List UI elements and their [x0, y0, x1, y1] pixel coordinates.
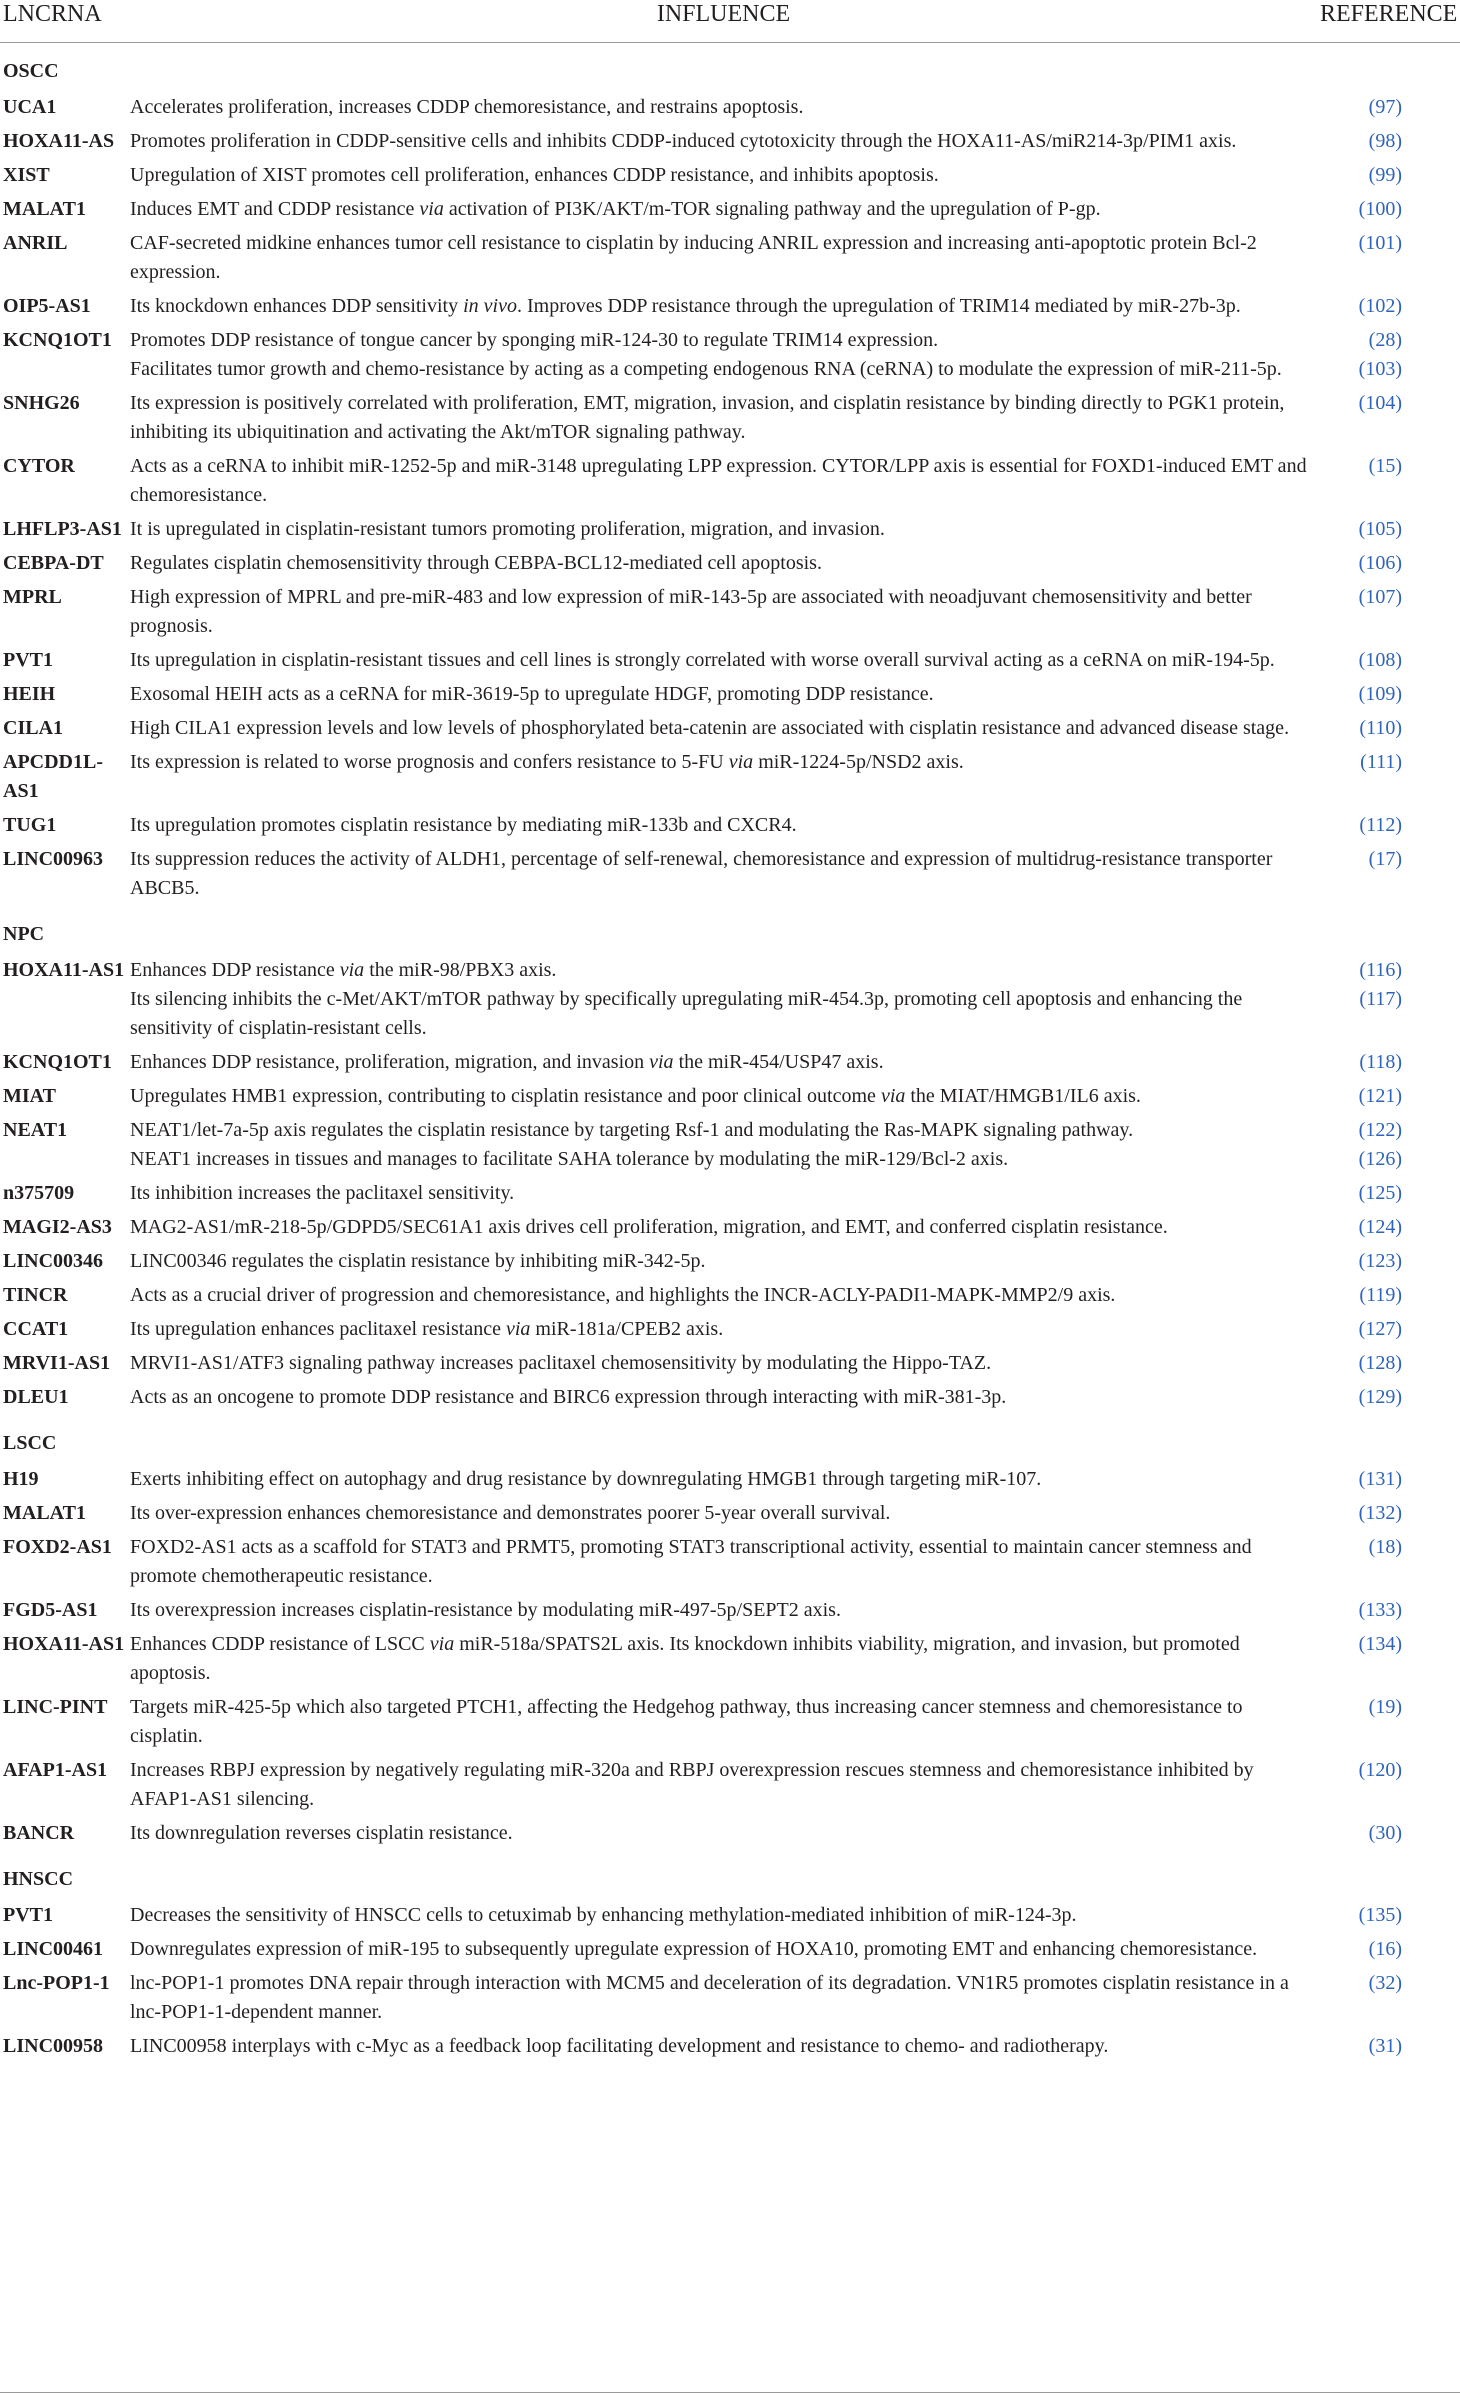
- reference-link[interactable]: (133): [1358, 1599, 1402, 1621]
- influence-cell: [127, 1310, 1320, 1344]
- influence-cell: [127, 1964, 1320, 2027]
- influence-text: Regulates cisplatin chemosensitivity through CEBPA-BCL12-mediated cell apoptosis.: [130, 552, 822, 574]
- reference-cell: [1320, 224, 1460, 287]
- lncrna-name: CEBPA-DT: [3, 552, 104, 574]
- influence-text: Promotes proliferation in CDDP-sensitive cells and inhibits CDDP-induced cytotoxicity through the HOXA11-AS/miR214-3p/PIM1 axis.: [130, 130, 1237, 152]
- reference-cell: [1320, 1310, 1460, 1344]
- table-row: [0, 1528, 1460, 1591]
- reference-link[interactable]: (125): [1358, 1182, 1402, 1204]
- influence-text: Increases RBPJ expression by negatively regulating miR-320a and RBPJ overexpression rescues stemness and chemoresistance inhibited by AFAP1-AS1 silencing.: [130, 1759, 1254, 1810]
- lncrna-name: n375709: [3, 1182, 75, 1204]
- influence-cell: [127, 2027, 1320, 2061]
- reference-link[interactable]: (104): [1358, 392, 1402, 414]
- reference-link[interactable]: (107): [1358, 586, 1402, 608]
- reference-cell: [1320, 1591, 1460, 1625]
- influence-cell: [127, 951, 1320, 1043]
- reference-link[interactable]: (111): [1360, 751, 1402, 773]
- influence-text: Its overexpression increases cisplatin-resistance by modulating miR-497-5p/SEPT2 axis.: [130, 1599, 841, 1621]
- reference-link[interactable]: (119): [1359, 1284, 1402, 1306]
- lncrna-name: SNHG26: [3, 392, 80, 414]
- influence-cell: [127, 840, 1320, 903]
- lncrna-name: KCNQ1OT1: [3, 329, 112, 351]
- lncrna-name: HOXA11-AS1: [3, 1633, 125, 1655]
- table-row: [0, 122, 1460, 156]
- reference-link[interactable]: (134): [1358, 1633, 1402, 1655]
- reference-cell: [1320, 1043, 1460, 1077]
- reference-cell: [1320, 840, 1460, 903]
- lncrna-name: NEAT1: [3, 1119, 68, 1141]
- section-row: [0, 1848, 1460, 1896]
- influence-text: Its expression is positively correlated with proliferation, EMT, migration, invasion, and cisplatin resistance by binding directly to PGK1 protein, inhibiting its ubiquitination and activating the Akt/mTOR signaling pathway.: [130, 392, 1285, 443]
- reference-cell: [1320, 1276, 1460, 1310]
- reference-link[interactable]: (120): [1358, 1759, 1402, 1781]
- reference-link[interactable]: (31): [1368, 2035, 1402, 2057]
- table-row: [0, 1625, 1460, 1688]
- reference-link[interactable]: (123): [1358, 1250, 1402, 1272]
- influence-cell: [127, 1344, 1320, 1378]
- lncrna-name: CYTOR: [3, 455, 75, 477]
- influence-cell: [127, 1751, 1320, 1814]
- reference-cell: [1320, 1378, 1460, 1412]
- lncrna-name: LHFLP3-AS1: [3, 518, 122, 540]
- table-row: [0, 1688, 1460, 1751]
- reference-cell: [1320, 2027, 1460, 2061]
- section-row: [0, 43, 1460, 89]
- header-reference: REFERENCE: [1320, 0, 1460, 43]
- reference-link[interactable]: (129): [1358, 1386, 1402, 1408]
- reference-cell: [1320, 1208, 1460, 1242]
- reference-link[interactable]: (117): [1359, 988, 1402, 1010]
- influence-text: Enhances DDP resistance via the miR-98/PBX3 axis.: [130, 959, 557, 981]
- table-row: [0, 709, 1460, 743]
- influence-text: Facilitates tumor growth and chemo-resistance by acting as a competing endogenous RNA (ceRNA) to modulate the expression of miR-211-5p.: [130, 358, 1282, 380]
- influence-cell: [127, 1930, 1320, 1964]
- table-row: [0, 641, 1460, 675]
- table-row: [0, 510, 1460, 544]
- reference-link[interactable]: (108): [1358, 649, 1402, 671]
- influence-text: Its downregulation reverses cisplatin resistance.: [130, 1822, 513, 1844]
- influence-text: Decreases the sensitivity of HNSCC cells to cetuximab by enhancing methylation-mediated inhibition of miR-124-3p.: [130, 1904, 1077, 1926]
- influence-cell: [127, 122, 1320, 156]
- reference-cell: [1320, 510, 1460, 544]
- reference-cell: [1320, 1242, 1460, 1276]
- header-influence: INFLUENCE: [127, 0, 1320, 43]
- influence-cell: [127, 88, 1320, 122]
- table-row: [0, 1174, 1460, 1208]
- influence-text: MRVI1-AS1/ATF3 signaling pathway increases paclitaxel chemosensitivity by modulating the Hippo-TAZ.: [130, 1352, 992, 1374]
- influence-text: Promotes DDP resistance of tongue cancer by sponging miR-124-30 to regulate TRIM14 expression.: [130, 329, 939, 351]
- influence-cell: [127, 1688, 1320, 1751]
- influence-text: Downregulates expression of miR-195 to subsequently upregulate expression of HOXA10, promoting EMT and enhancing chemoresistance.: [130, 1938, 1258, 1960]
- table-row: [0, 190, 1460, 224]
- lncrna-name: KCNQ1OT1: [3, 1051, 112, 1073]
- table-row: [0, 1344, 1460, 1378]
- lncrna-name: HOXA11-AS: [3, 130, 115, 152]
- table-row: [0, 1964, 1460, 2027]
- reference-cell: [1320, 1814, 1460, 1848]
- reference-link[interactable]: (110): [1359, 717, 1402, 739]
- lncrna-name: TUG1: [3, 814, 57, 836]
- lncrna-name: MALAT1: [3, 198, 86, 220]
- lncrna-name: LINC00963: [3, 848, 104, 870]
- reference-cell: [1320, 190, 1460, 224]
- reference-cell: [1320, 1751, 1460, 1814]
- section-title: HNSCC: [3, 1868, 74, 1890]
- influence-text: lnc-POP1-1 promotes DNA repair through interaction with MCM5 and deceleration of its degradation. VN1R5 promotes cisplatin resistance in a lnc-POP1-1-dependent manner.: [130, 1972, 1289, 2023]
- section-row: [0, 1412, 1460, 1460]
- lncrna-name: ANRIL: [3, 232, 68, 254]
- influence-cell: [127, 321, 1320, 384]
- reference-link[interactable]: (30): [1368, 1822, 1402, 1844]
- table-body: [0, 43, 1460, 2062]
- lncrna-name: MAGI2-AS3: [3, 1216, 112, 1238]
- table-row: [0, 840, 1460, 903]
- section-title: OSCC: [3, 60, 59, 82]
- influence-cell: [127, 1208, 1320, 1242]
- influence-text: Accelerates proliferation, increases CDDP chemoresistance, and restrains apoptosis.: [130, 96, 804, 118]
- reference-cell: [1320, 1174, 1460, 1208]
- table-row: [0, 156, 1460, 190]
- reference-link[interactable]: (103): [1358, 358, 1402, 380]
- reference-cell: [1320, 1460, 1460, 1494]
- lncrna-name: MALAT1: [3, 1502, 86, 1524]
- influence-text: Induces EMT and CDDP resistance via activation of PI3K/AKT/m-TOR signaling pathway and the upregulation of P-gp.: [130, 198, 1101, 220]
- reference-cell: [1320, 1625, 1460, 1688]
- influence-text: Its knockdown enhances DDP sensitivity in vivo. Improves DDP resistance through the upregulation of TRIM14 mediated by miR-27b-3p.: [130, 295, 1241, 317]
- reference-link[interactable]: (131): [1358, 1468, 1402, 1490]
- table-row: [0, 384, 1460, 447]
- influence-text: LINC00346 regulates the cisplatin resistance by inhibiting miR-342-5p.: [130, 1250, 706, 1272]
- reference-link[interactable]: (135): [1358, 1904, 1402, 1926]
- reference-link[interactable]: (28): [1368, 329, 1402, 351]
- reference-link[interactable]: (121): [1358, 1085, 1402, 1107]
- reference-cell: [1320, 122, 1460, 156]
- table-row: [0, 287, 1460, 321]
- reference-link[interactable]: (105): [1358, 518, 1402, 540]
- table-row: [0, 1494, 1460, 1528]
- reference-link[interactable]: (118): [1359, 1051, 1402, 1073]
- influence-text: Its silencing inhibits the c-Met/AKT/mTOR pathway by specifically upregulating miR-454.3p, promoting cell apoptosis and enhancing the sensitivity of cisplatin-resistant cells.: [130, 988, 1243, 1039]
- influence-cell: [127, 1460, 1320, 1494]
- reference-link[interactable]: (99): [1368, 164, 1402, 186]
- lncrna-name: LINC-PINT: [3, 1696, 108, 1718]
- lncrna-name: DLEU1: [3, 1386, 69, 1408]
- reference-cell: [1320, 675, 1460, 709]
- influence-text: Its upregulation promotes cisplatin resistance by mediating miR-133b and CXCR4.: [130, 814, 797, 836]
- reference-link[interactable]: (19): [1368, 1696, 1402, 1718]
- influence-cell: [127, 1378, 1320, 1412]
- table-row: [0, 224, 1460, 287]
- lncrna-name: MRVI1-AS1: [3, 1352, 111, 1374]
- reference-link[interactable]: (102): [1358, 295, 1402, 317]
- reference-cell: [1320, 951, 1460, 1043]
- influence-text: LINC00958 interplays with c-Myc as a feedback loop facilitating development and resistance to chemo- and radiotherapy.: [130, 2035, 1109, 2057]
- table-row: [0, 88, 1460, 122]
- influence-text: Its inhibition increases the paclitaxel sensitivity.: [130, 1182, 515, 1204]
- influence-text: Acts as an oncogene to promote DDP resistance and BIRC6 expression through interacting with miR-381-3p.: [130, 1386, 1007, 1408]
- influence-cell: [127, 806, 1320, 840]
- reference-cell: [1320, 1344, 1460, 1378]
- reference-cell: [1320, 1077, 1460, 1111]
- reference-link[interactable]: (112): [1359, 814, 1402, 836]
- lncrna-name: FOXD2-AS1: [3, 1536, 112, 1558]
- influence-cell: [127, 1591, 1320, 1625]
- section-title: NPC: [3, 923, 45, 945]
- reference-link[interactable]: (116): [1359, 959, 1402, 981]
- influence-text: Targets miR-425-5p which also targeted PTCH1, affecting the Hedgehog pathway, thus increasing cancer stemness and chemoresistance to cisplatin.: [130, 1696, 1243, 1747]
- reference-cell: [1320, 384, 1460, 447]
- table-row: [0, 1930, 1460, 1964]
- table-row: [0, 806, 1460, 840]
- reference-cell: [1320, 1111, 1460, 1174]
- lncrna-name: HEIH: [3, 683, 56, 705]
- lncrna-name: MIAT: [3, 1085, 56, 1107]
- table-row: [0, 1460, 1460, 1494]
- influence-text: Its suppression reduces the activity of ALDH1, percentage of self-renewal, chemoresistance and expression of multidrug-resistance transporter ABCB5.: [130, 848, 1273, 899]
- table-row: [0, 1077, 1460, 1111]
- reference-cell: [1320, 287, 1460, 321]
- reference-link[interactable]: (127): [1358, 1318, 1402, 1340]
- influence-cell: [127, 447, 1320, 510]
- reference-cell: [1320, 743, 1460, 806]
- influence-text: Enhances DDP resistance, proliferation, migration, and invasion via the miR-454/USP47 axis.: [130, 1051, 884, 1073]
- table-row: [0, 1310, 1460, 1344]
- influence-text: Its upregulation enhances paclitaxel resistance via miR-181a/CPEB2 axis.: [130, 1318, 724, 1340]
- reference-cell: [1320, 544, 1460, 578]
- influence-cell: [127, 156, 1320, 190]
- table-row: [0, 1242, 1460, 1276]
- table-row: [0, 544, 1460, 578]
- reference-link[interactable]: (109): [1358, 683, 1402, 705]
- influence-cell: [127, 287, 1320, 321]
- influence-cell: [127, 1276, 1320, 1310]
- reference-cell: [1320, 1528, 1460, 1591]
- influence-text: Exerts inhibiting effect on autophagy and drug resistance by downregulating HMGB1 through targeting miR-107.: [130, 1468, 1042, 1490]
- influence-cell: [127, 1174, 1320, 1208]
- lncrna-name: CILA1: [3, 717, 64, 739]
- lncrna-name: Lnc-POP1-1: [3, 1972, 110, 1994]
- lncrna-name: CCAT1: [3, 1318, 69, 1340]
- influence-text: FOXD2-AS1 acts as a scaffold for STAT3 and PRMT5, promoting STAT3 transcriptional activity, essential to maintain cancer stemness and promote chemotherapeutic resistance.: [130, 1536, 1252, 1587]
- influence-text: Its upregulation in cisplatin-resistant tissues and cell lines is strongly correlated with worse overall survival acting as a ceRNA on miR-194-5p.: [130, 649, 1275, 671]
- influence-text: High CILA1 expression levels and low levels of phosphorylated beta-catenin are associated with cisplatin resistance and advanced disease stage.: [130, 717, 1290, 739]
- table-row: [0, 2027, 1460, 2061]
- influence-cell: [127, 1111, 1320, 1174]
- influence-text: NEAT1/let-7a-5p axis regulates the cisplatin resistance by targeting Rsf-1 and modulating the Ras-MAPK signaling pathway.: [130, 1119, 1134, 1141]
- table-row: [0, 1751, 1460, 1814]
- influence-cell: [127, 675, 1320, 709]
- reference-link[interactable]: (132): [1358, 1502, 1402, 1524]
- reference-link[interactable]: (97): [1368, 96, 1402, 118]
- influence-cell: [127, 510, 1320, 544]
- reference-cell: [1320, 447, 1460, 510]
- table-row: [0, 675, 1460, 709]
- influence-cell: [127, 190, 1320, 224]
- table-row: [0, 1208, 1460, 1242]
- lncrna-name: H19: [3, 1468, 39, 1490]
- reference-cell: [1320, 1930, 1460, 1964]
- reference-link[interactable]: (128): [1358, 1352, 1402, 1374]
- reference-link[interactable]: (101): [1358, 232, 1402, 254]
- influence-text: Its over-expression enhances chemoresistance and demonstrates poorer 5-year overall survival.: [130, 1502, 891, 1524]
- lncrna-name: UCA1: [3, 96, 57, 118]
- reference-link[interactable]: (122): [1358, 1119, 1402, 1141]
- reference-cell: [1320, 578, 1460, 641]
- table-row: [0, 743, 1460, 806]
- influence-text: Its expression is related to worse prognosis and confers resistance to 5-FU via miR-1224-5p/NSD2 axis.: [130, 751, 964, 773]
- influence-cell: [127, 743, 1320, 806]
- influence-cell: [127, 1625, 1320, 1688]
- influence-cell: [127, 1896, 1320, 1930]
- influence-cell: [127, 1528, 1320, 1591]
- table-row: [0, 1814, 1460, 1848]
- reference-cell: [1320, 1688, 1460, 1751]
- lncrna-name: AFAP1-AS1: [3, 1759, 108, 1781]
- influence-cell: [127, 224, 1320, 287]
- lncrna-name: FGD5-AS1: [3, 1599, 98, 1621]
- influence-cell: [127, 1242, 1320, 1276]
- reference-link[interactable]: (18): [1368, 1536, 1402, 1558]
- reference-link[interactable]: (106): [1358, 552, 1402, 574]
- lncrna-name: PVT1: [3, 1904, 53, 1926]
- reference-link[interactable]: (126): [1358, 1148, 1402, 1170]
- influence-text: Acts as a crucial driver of progression and chemoresistance, and highlights the INCR-ACLY-PADI1-MAPK-MMP2/9 axis.: [130, 1284, 1116, 1306]
- influence-text: MAG2-AS1/mR-218-5p/GDPD5/SEC61A1 axis drives cell proliferation, migration, and EMT, and conferred cisplatin resistance.: [130, 1216, 1168, 1238]
- reference-link[interactable]: (100): [1358, 198, 1402, 220]
- influence-cell: [127, 641, 1320, 675]
- lncrna-name: PVT1: [3, 649, 53, 671]
- lncrna-name: XIST: [3, 164, 50, 186]
- header-row: [0, 0, 1460, 43]
- section-title: LSCC: [3, 1432, 57, 1454]
- table-row: [0, 578, 1460, 641]
- reference-link[interactable]: (32): [1368, 1972, 1402, 1994]
- table-row: [0, 1896, 1460, 1930]
- reference-cell: [1320, 709, 1460, 743]
- reference-cell: [1320, 156, 1460, 190]
- influence-text: It is upregulated in cisplatin-resistant tumors promoting proliferation, migration, and invasion.: [130, 518, 885, 540]
- reference-cell: [1320, 321, 1460, 384]
- reference-cell: [1320, 1494, 1460, 1528]
- influence-text: Upregulates HMB1 expression, contributing to cisplatin resistance and poor clinical outcome via the MIAT/HMGB1/IL6 axis.: [130, 1085, 1141, 1107]
- influence-cell: [127, 709, 1320, 743]
- lncrna-name: MPRL: [3, 586, 62, 608]
- table-row: [0, 951, 1460, 1043]
- table-row: [0, 1378, 1460, 1412]
- header-lncrna: LNCRNA: [0, 0, 127, 43]
- lncrna-name: BANCR: [3, 1822, 75, 1844]
- influence-text: Enhances CDDP resistance of LSCC via miR-518a/SPATS2L axis. Its knockdown inhibits viability, migration, and invasion, but promoted apoptosis.: [130, 1633, 1240, 1684]
- reference-link[interactable]: (15): [1368, 455, 1402, 477]
- influence-cell: [127, 1494, 1320, 1528]
- table-row: [0, 321, 1460, 384]
- influence-text: High expression of MPRL and pre-miR-483 and low expression of miR-143-5p are associated with neoadjuvant chemosensitivity and better prognosis.: [130, 586, 1252, 637]
- reference-cell: [1320, 88, 1460, 122]
- reference-link[interactable]: (124): [1358, 1216, 1402, 1238]
- table-row: [0, 1043, 1460, 1077]
- table-row: [0, 1276, 1460, 1310]
- influence-cell: [127, 384, 1320, 447]
- reference-cell: [1320, 1964, 1460, 2027]
- table-row: [0, 1111, 1460, 1174]
- influence-text: NEAT1 increases in tissues and manages to facilitate SAHA tolerance by modulating the miR-129/Bcl-2 axis.: [130, 1148, 1009, 1170]
- table-row: [0, 1591, 1460, 1625]
- influence-cell: [127, 1043, 1320, 1077]
- influence-cell: [127, 1077, 1320, 1111]
- lncrna-name: LINC00958: [3, 2035, 104, 2057]
- lncrna-name: HOXA11-AS1: [3, 959, 125, 981]
- lncrna-name: LINC00461: [3, 1938, 104, 1960]
- table-row: [0, 447, 1460, 510]
- influence-cell: [127, 578, 1320, 641]
- reference-link[interactable]: (17): [1368, 848, 1402, 870]
- section-row: [0, 903, 1460, 951]
- reference-cell: [1320, 1896, 1460, 1930]
- lncrna-name: OIP5-AS1: [3, 295, 91, 317]
- lncrna-name: TINCR: [3, 1284, 68, 1306]
- influence-text: Exosomal HEIH acts as a ceRNA for miR-3619-5p to upregulate HDGF, promoting DDP resistance.: [130, 683, 934, 705]
- influence-text: CAF-secreted midkine enhances tumor cell resistance to cisplatin by inducing ANRIL expression and increasing anti-apoptotic protein Bcl-2 expression.: [130, 232, 1257, 283]
- lncrna-name: APCDD1L-AS1: [3, 751, 103, 802]
- reference-cell: [1320, 641, 1460, 675]
- reference-link[interactable]: (16): [1368, 1938, 1402, 1960]
- lncrna-name: LINC00346: [3, 1250, 104, 1272]
- influence-cell: [127, 544, 1320, 578]
- reference-cell: [1320, 806, 1460, 840]
- influence-text: Acts as a ceRNA to inhibit miR-1252-5p and miR-3148 upregulating LPP expression. CYTOR/LPP axis is essential for FOXD1-induced EMT and chemoresistance.: [130, 455, 1307, 506]
- influence-text: Upregulation of XIST promotes cell proliferation, enhances CDDP resistance, and inhibits apoptosis.: [130, 164, 939, 186]
- influence-cell: [127, 1814, 1320, 1848]
- reference-link[interactable]: (98): [1368, 130, 1402, 152]
